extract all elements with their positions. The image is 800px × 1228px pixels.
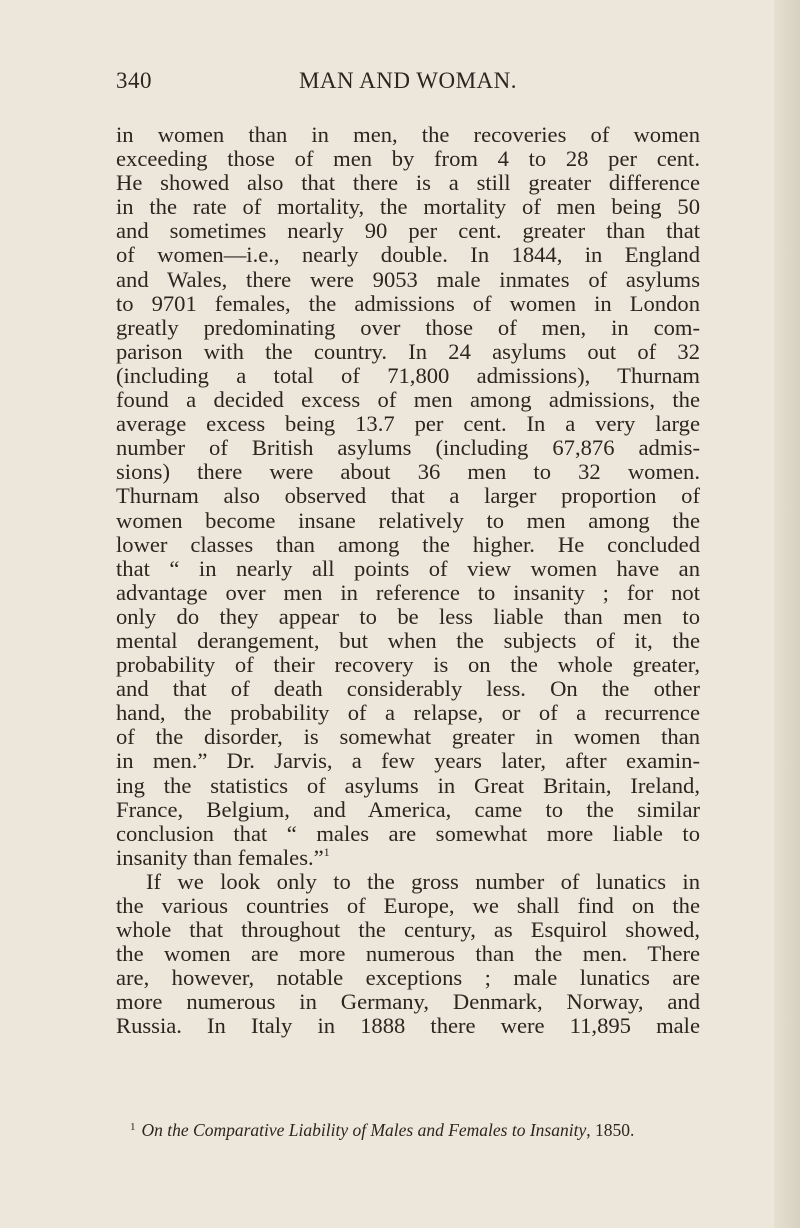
text-line: lower classes than among the higher. He concluded — [116, 531, 700, 557]
text-line: ing the statistics of asylums in Great Britain, Ireland, — [116, 772, 700, 798]
text-line: and sometimes nearly 90 per cent. greater than that — [116, 218, 700, 244]
text-line: conclusion that “ males are somewhat more liable to — [116, 820, 700, 846]
footnote — [130, 1120, 710, 1141]
text-line: parison with the country. In 24 asylums out of 32 — [116, 338, 700, 364]
footnote-year: , 1850. — [586, 1120, 635, 1140]
text-line: of women—i.e., nearly double. In 1844, in England — [116, 242, 700, 268]
text-line: are, however, notable exceptions ; male lunatics are — [116, 965, 700, 991]
footnote-marker: 1 — [130, 1121, 136, 1133]
text-line: more numerous in Germany, Denmark, Norway, and — [116, 989, 700, 1015]
running-head: MAN AND WOMAN. — [298, 68, 518, 93]
text-line: exceeding those of men by from 4 to 28 per cent. — [116, 146, 700, 172]
text-line: found a decided excess of men among admissions, the — [116, 387, 700, 413]
text-line: in men.” Dr. Jarvis, a few years later, after examin- — [116, 748, 700, 774]
text-line: to 9701 females, the admissions of women in London — [116, 290, 700, 316]
text-line: the women are more numerous than the men. There — [116, 941, 700, 967]
text-line: greatly predominating over those of men, in com- — [116, 314, 700, 340]
text-line: mental derangement, but when the subjects of it, the — [116, 627, 700, 653]
paragraph-first-line: If we look only to the gross number of lunatics in — [146, 868, 700, 894]
page-number: 340 — [116, 68, 152, 93]
text-line: of the disorder, is somewhat greater in women than — [116, 724, 700, 750]
text-line: advantage over men in reference to insanity ; for not — [116, 579, 700, 605]
text-line: He showed also that there is a still greater difference — [116, 170, 700, 196]
text-line: France, Belgium, and America, came to the similar — [116, 796, 700, 822]
footnote-title: On the Comparative Liability of Males and Females to Insanity — [141, 1120, 587, 1140]
page-header — [116, 68, 700, 104]
text-line: and Wales, there were 9053 male inmates of asylums — [116, 266, 700, 292]
text-line: number of British asylums (including 67,876 admis- — [116, 435, 700, 461]
text-line: Russia. In Italy in 1888 there were 11,895 male — [116, 1013, 700, 1039]
text-line: and that of death considerably less. On the other — [116, 676, 700, 702]
text-line: insanity than females.” — [116, 844, 324, 870]
text-line: hand, the probability of a relapse, or of a recurrence — [116, 700, 700, 726]
text-line: average excess being 13.7 per cent. In a very large — [116, 411, 700, 437]
text-line: probability of their recovery is on the whole greater, — [116, 652, 700, 678]
page-edge-shadow — [774, 0, 800, 1228]
text-line: (including a total of 71,800 admissions), Thurnam — [116, 362, 700, 388]
text-line: sions) there were about 36 men to 32 women. — [116, 459, 700, 485]
text-line: in the rate of mortality, the mortality of men being 50 — [116, 194, 700, 220]
body-text — [116, 123, 700, 1039]
text-line-with-footnote-ref — [116, 846, 700, 870]
text-line: whole that throughout the century, as Esquirol showed, — [116, 917, 700, 943]
text-line: women become insane relatively to men among the — [116, 507, 700, 533]
text-line: Thurnam also observed that a larger proportion of — [116, 483, 700, 509]
text-line: only do they appear to be less liable than men to — [116, 603, 700, 629]
text-line: the various countries of Europe, we shall find on the — [116, 893, 700, 918]
footnote-reference: 1 — [323, 844, 330, 859]
text-line: in women than in men, the recoveries of women — [116, 122, 700, 147]
text-line: that “ in nearly all points of view women have an — [116, 555, 700, 581]
